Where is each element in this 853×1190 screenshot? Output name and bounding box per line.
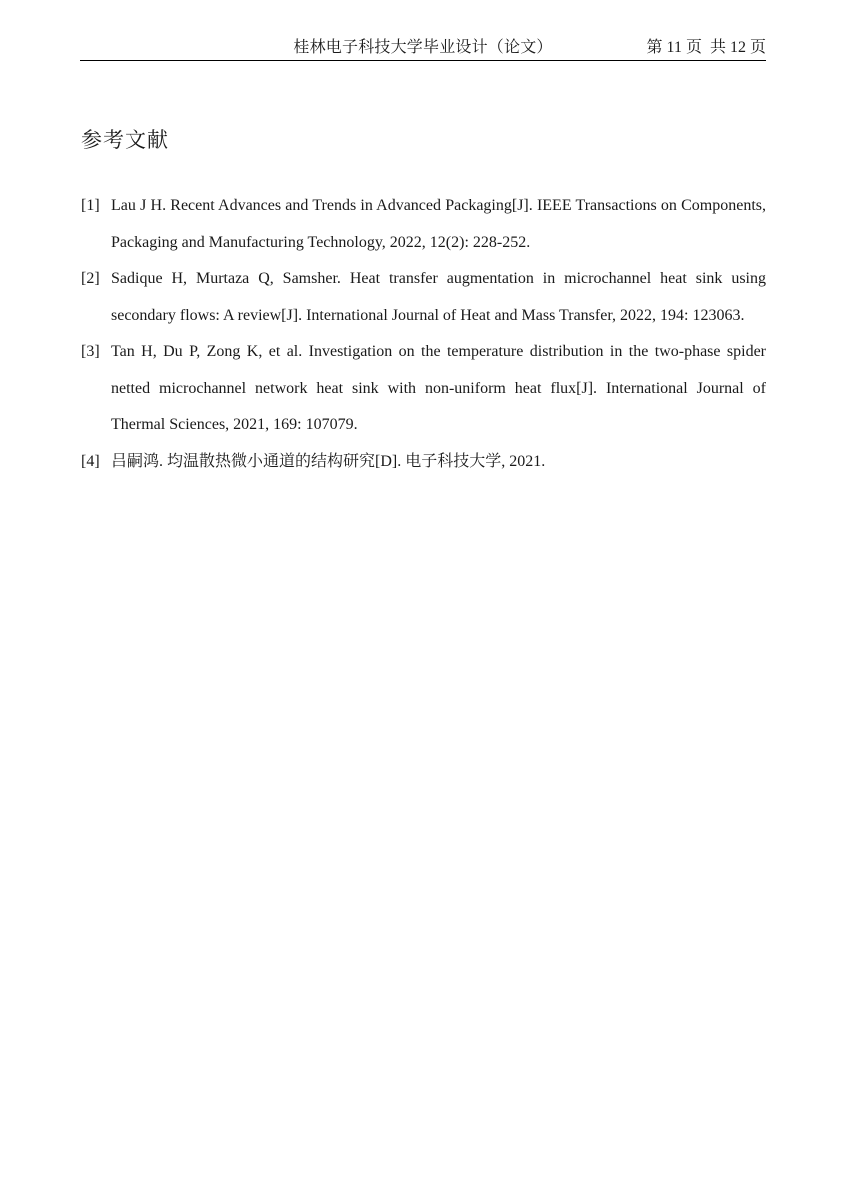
header-title: 桂林电子科技大学毕业设计（论文） (293, 39, 553, 56)
reference-number: [1] (81, 197, 100, 214)
reference-text: 吕嗣鸿. 均温散热微小通道的结构研究[D]. 电子科技大学, 2021. (111, 452, 546, 470)
reference-number: [4] (81, 452, 100, 470)
total-prefix: 共 (709, 39, 726, 56)
page-prefix: 第 (646, 39, 663, 56)
reference-number: [2] (81, 270, 100, 287)
reference-text: Lau J H. Recent Advances and Trends in Advanced Packaging[J]. IEEE Transactions on Components, Packaging and Manufacturing Technology, 2022, 12(2): 228-252. (111, 197, 766, 251)
reference-item (81, 334, 766, 444)
reference-item (81, 188, 766, 261)
page-suffix: 页 (685, 39, 702, 56)
reference-text: Tan H, Du P, Zong K, et al. Investigation on the temperature distribution in the two-phase spider netted microchannel network heat sink with non-uniform heat flux[J]. International Journal of Thermal Sciences, 2021, 169: 107079. (111, 343, 766, 433)
reference-item (81, 261, 766, 334)
reference-item (81, 444, 766, 481)
total-pages: 12 (729, 39, 746, 56)
reference-text: Sadique H, Murtaza Q, Samsher. Heat transfer augmentation in microchannel heat sink using secondary flows: A review[J]. International Journal of Heat and Mass Transfer, 2022, 194: 123063. (111, 270, 766, 324)
reference-list (81, 188, 766, 480)
page-current: 11 (666, 39, 682, 56)
section-title: 参考文献 (81, 128, 169, 152)
page-header (80, 36, 766, 61)
total-suffix: 页 (749, 39, 766, 56)
reference-number: [3] (81, 343, 100, 360)
header-page-number (647, 38, 766, 58)
